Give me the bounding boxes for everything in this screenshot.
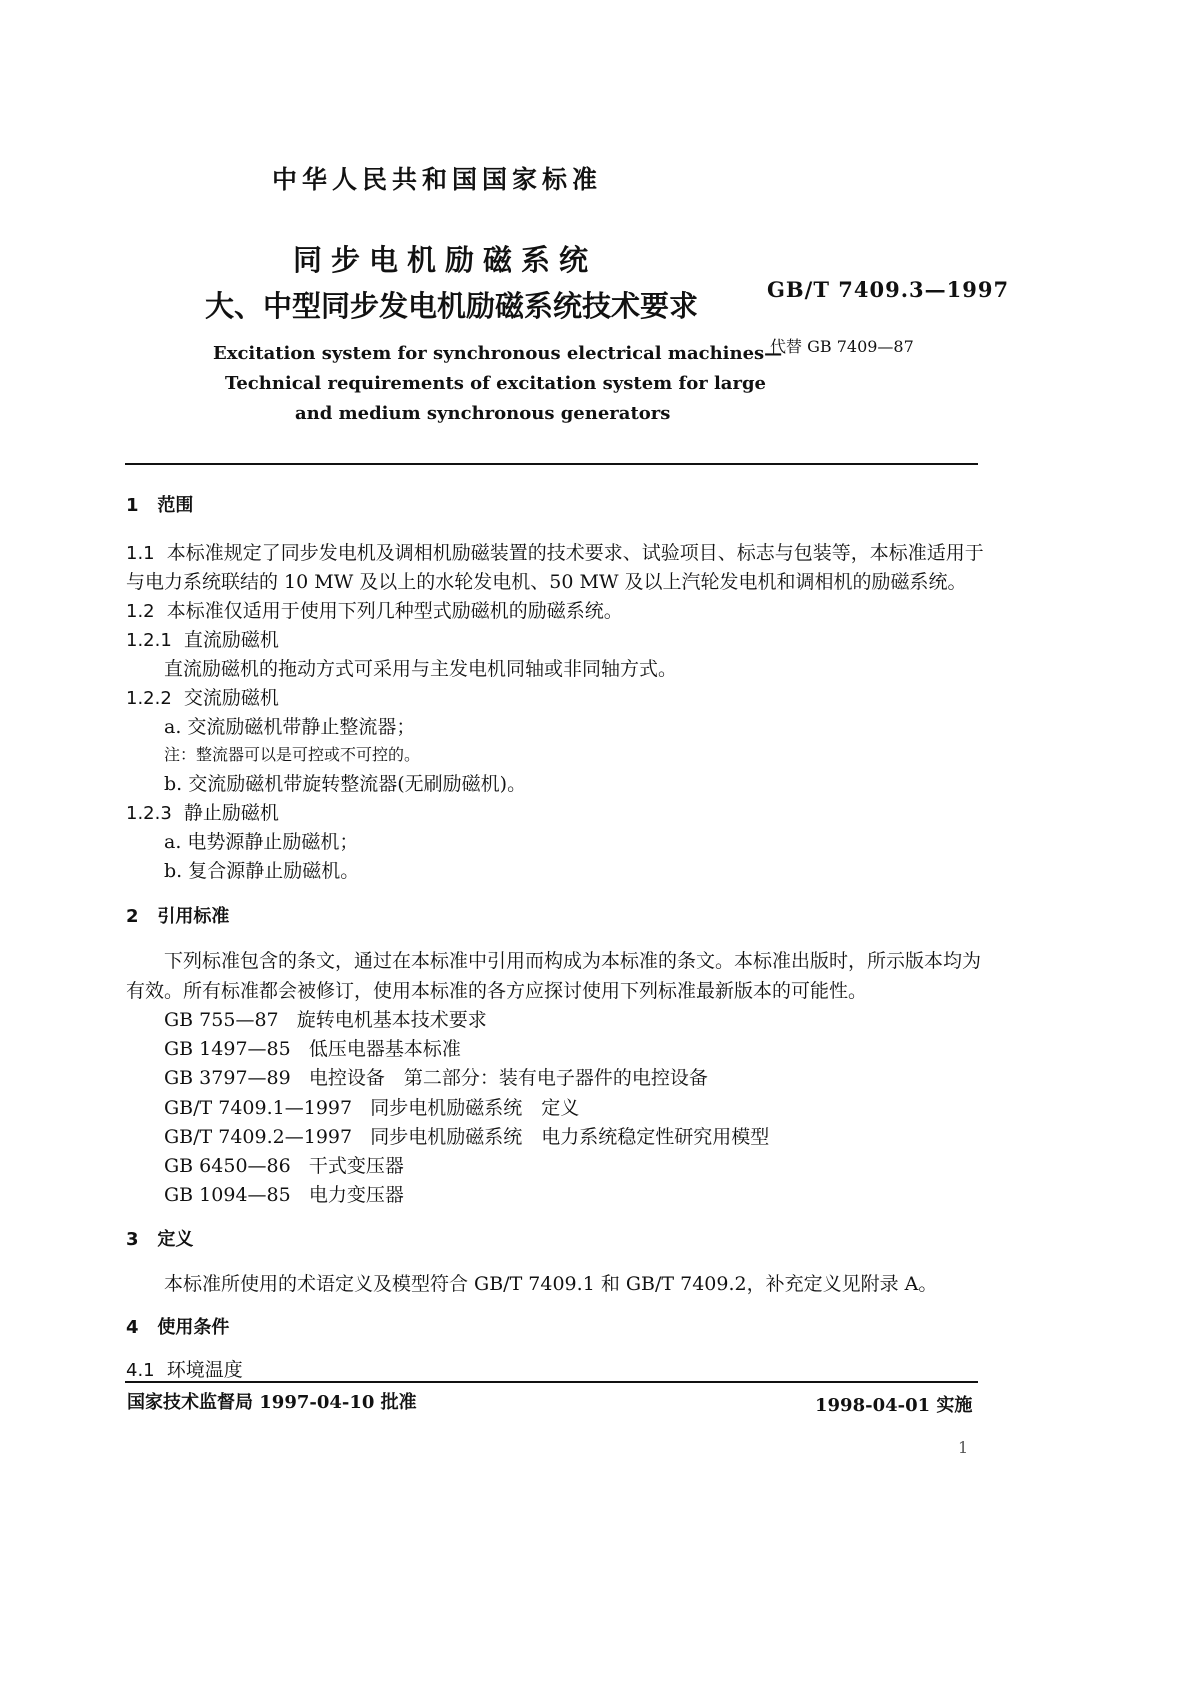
reference-item [164,1005,487,1032]
reference-code: GB 3797—89 [164,1067,291,1089]
clause-1-2-1-text: 直流励磁机的拖动方式可采用与主发电机同轴或非同轴方式。 [164,658,678,680]
reference-name: 电控设备 第二部分：装有电子器件的电控设备 [308,1067,708,1089]
reference-code: GB 755—87 [164,1009,279,1031]
reference-name: 电力变压器 [308,1184,404,1206]
clause-title: 交流励磁机 [183,687,279,709]
english-title-line-1: Excitation system for synchronous electrical machines— [213,343,783,364]
clause-1-2-2-item-a: a. 交流励磁机带静止整流器； [164,716,416,738]
section-number: 4 [126,1317,139,1338]
clause-1-2-2-item-b: b. 交流励磁机带旋转整流器(无刷励磁机)。 [164,773,527,795]
section-2-heading [126,902,229,928]
reference-code: GB/T 7409.1—1997 [164,1097,353,1119]
reference-code: GB 6450—86 [164,1155,291,1177]
clause-1-2-2-note: 注：整流器可以是可控或不可控的。 [164,745,421,764]
national-standard-heading: 中华人民共和国国家标准 [272,165,603,194]
title-line-2: 大、中型同步发电机励磁系统技术要求 [205,289,699,323]
reference-code: GB 1094—85 [164,1184,291,1206]
clause-1-2-3-heading [126,798,279,825]
clause-1-2-3-item-b: b. 复合源静止励磁机。 [164,860,360,882]
reference-code: GB 1497—85 [164,1038,291,1060]
standard-code: GB/T 7409.3—1997 [767,277,1010,302]
section-number: 1 [126,495,139,516]
implementation-date: 1998-04-01 实施 [815,1395,973,1416]
reference-name: 干式变压器 [308,1155,404,1177]
english-title-line-3: and medium synchronous generators [295,403,671,424]
reference-code: GB/T 7409.2—1997 [164,1126,353,1148]
reference-item [164,1063,708,1090]
section-number: 2 [126,906,139,927]
clause-1-1-line-2: 与电力系统联结的 10 MW 及以上的水轮发电机、50 MW 及以上汽轮发电机和调相机的励磁系统。 [126,571,967,593]
clause-number: 4.1 [126,1360,155,1381]
clause-4-1-heading [126,1355,243,1382]
page-number: 1 [958,1438,969,1457]
clause-number: 1.2.1 [126,630,172,651]
replaces-note: 代替 GB 7409—87 [770,337,914,356]
reference-item [164,1122,769,1149]
clause-title: 环境温度 [166,1359,243,1381]
section-title: 范围 [157,495,194,516]
section-title: 引用标准 [157,906,230,927]
clause-1-1-line-1 [126,538,984,565]
clause-number: 1.2.3 [126,803,172,824]
approval-date: 国家技术监督局 1997-04-10 批准 [127,1392,417,1413]
reference-name: 旋转电机基本技术要求 [296,1009,487,1031]
clause-1-2 [126,596,623,623]
reference-item [164,1034,461,1061]
section-4-heading [126,1313,229,1339]
section-number: 3 [126,1229,139,1250]
section-3-text: 本标准所使用的术语定义及模型符合 GB/T 7409.1 和 GB/T 7409.2，补充定义见附录 A。 [164,1273,938,1295]
clause-number: 1.2 [126,601,155,622]
clause-title: 静止励磁机 [183,802,279,824]
footer-rule [125,1381,978,1383]
title-line-1: 同步电机励磁系统 [293,243,598,277]
reference-item [164,1180,404,1207]
header-rule [125,463,978,465]
clause-text: 本标准仅适用于使用下列几种型式励磁机的励磁系统。 [166,600,623,622]
reference-item [164,1151,404,1178]
section-title: 使用条件 [157,1317,230,1338]
clause-number: 1.2.2 [126,688,172,709]
clause-1-2-1-heading [126,625,279,652]
clause-title: 直流励磁机 [183,629,279,651]
section-1-heading [126,491,193,517]
clause-text: 本标准规定了同步发电机及调相机励磁装置的技术要求、试验项目、标志与包装等，本标准适用于 [166,542,984,564]
english-title-line-2: Technical requirements of excitation system for large [225,373,766,394]
section-2-para-line-1: 下列标准包含的条文，通过在本标准中引用而构成为本标准的条文。本标准出版时，所示版本均为 [164,950,982,972]
section-2-para-line-2: 有效。所有标准都会被修订，使用本标准的各方应探讨使用下列标准最新版本的可能性。 [126,980,868,1002]
clause-1-2-2-heading [126,683,279,710]
clause-1-2-3-item-a: a. 电势源静止励磁机； [164,831,359,853]
reference-name: 同步电机励磁系统 定义 [370,1097,580,1119]
reference-name: 低压电器基本标准 [308,1038,461,1060]
section-3-heading [126,1225,193,1251]
section-title: 定义 [157,1229,194,1250]
reference-item [164,1093,579,1120]
clause-number: 1.1 [126,543,155,564]
reference-name: 同步电机励磁系统 电力系统稳定性研究用模型 [370,1126,770,1148]
